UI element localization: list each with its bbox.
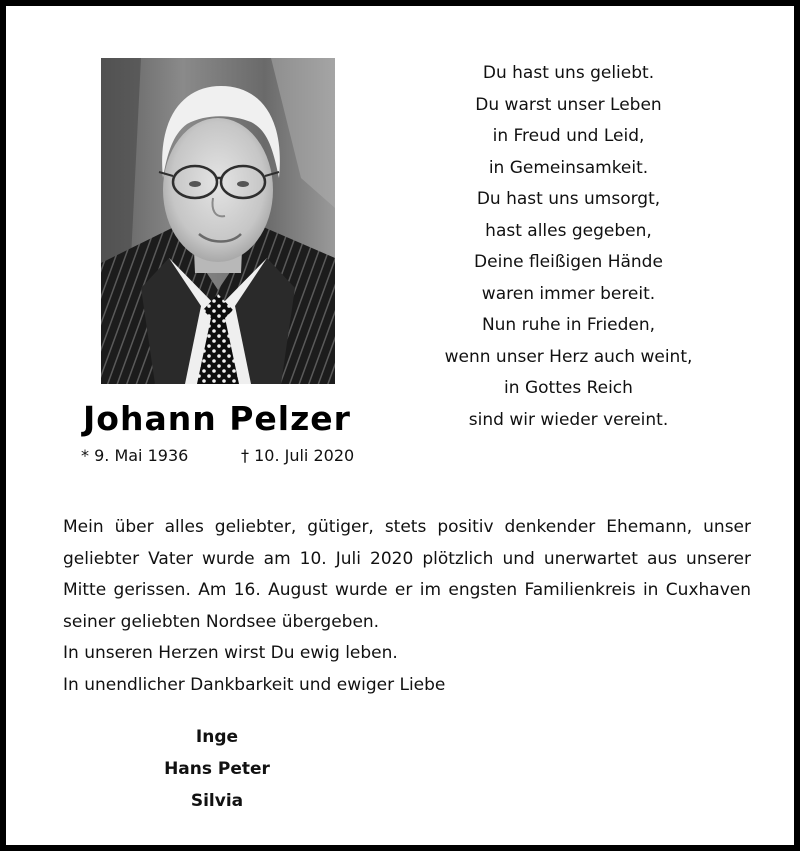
poem-line: Nun ruhe in Frieden, <box>481 315 656 335</box>
signer-name: Hans Peter <box>164 759 270 779</box>
deceased-name: Johann Pelzer <box>83 399 351 438</box>
poem-line: Deine fleißigen Hände <box>474 252 663 272</box>
poem-line: in Gemeinsamkeit. <box>488 157 649 178</box>
poem-line: wenn unser Herz auch weint, <box>444 346 693 367</box>
signer-name: Inge <box>195 727 239 747</box>
life-dates <box>66 446 366 466</box>
death-date: † 10. Juli 2020 <box>241 446 355 465</box>
poem-line: in Freud und Leid, <box>492 126 645 146</box>
poem-line: Du warst unser Leben <box>475 94 662 115</box>
poem-line: sind wir wieder vereint. <box>468 409 669 430</box>
signers <box>136 721 298 817</box>
obituary-paragraph: Mein über alles geliebter, gütiger, stets positiv denkender Ehemann, unser geliebter Vater wurde am 10. Juli 2020 plötzlich und unerwartet aus unserer Mitte gerissen. Am 16. August wurde er im engsten Familienkreis in Cuxhaven seiner geliebten Nordsee übergeben. <box>63 517 751 632</box>
obituary-text <box>63 512 751 701</box>
signer-name: Silvia <box>190 791 244 811</box>
memorial-poem <box>406 58 731 436</box>
love-line: In unendlicher Dankbarkeit und ewiger Liebe <box>63 674 446 695</box>
portrait-illustration <box>101 58 335 384</box>
portrait-photo <box>101 58 335 384</box>
poem-line: waren immer bereit. <box>481 283 656 304</box>
birth-date: * 9. Mai 1936 <box>81 446 189 465</box>
poem-line: hast alles gegeben, <box>485 220 652 241</box>
poem-line: Du hast uns geliebt. <box>482 63 655 83</box>
poem-line: Du hast uns umsorgt, <box>476 189 661 209</box>
heart-line: In unseren Herzen wirst Du ewig leben. <box>63 643 398 663</box>
poem-line: in Gottes Reich <box>504 378 633 398</box>
